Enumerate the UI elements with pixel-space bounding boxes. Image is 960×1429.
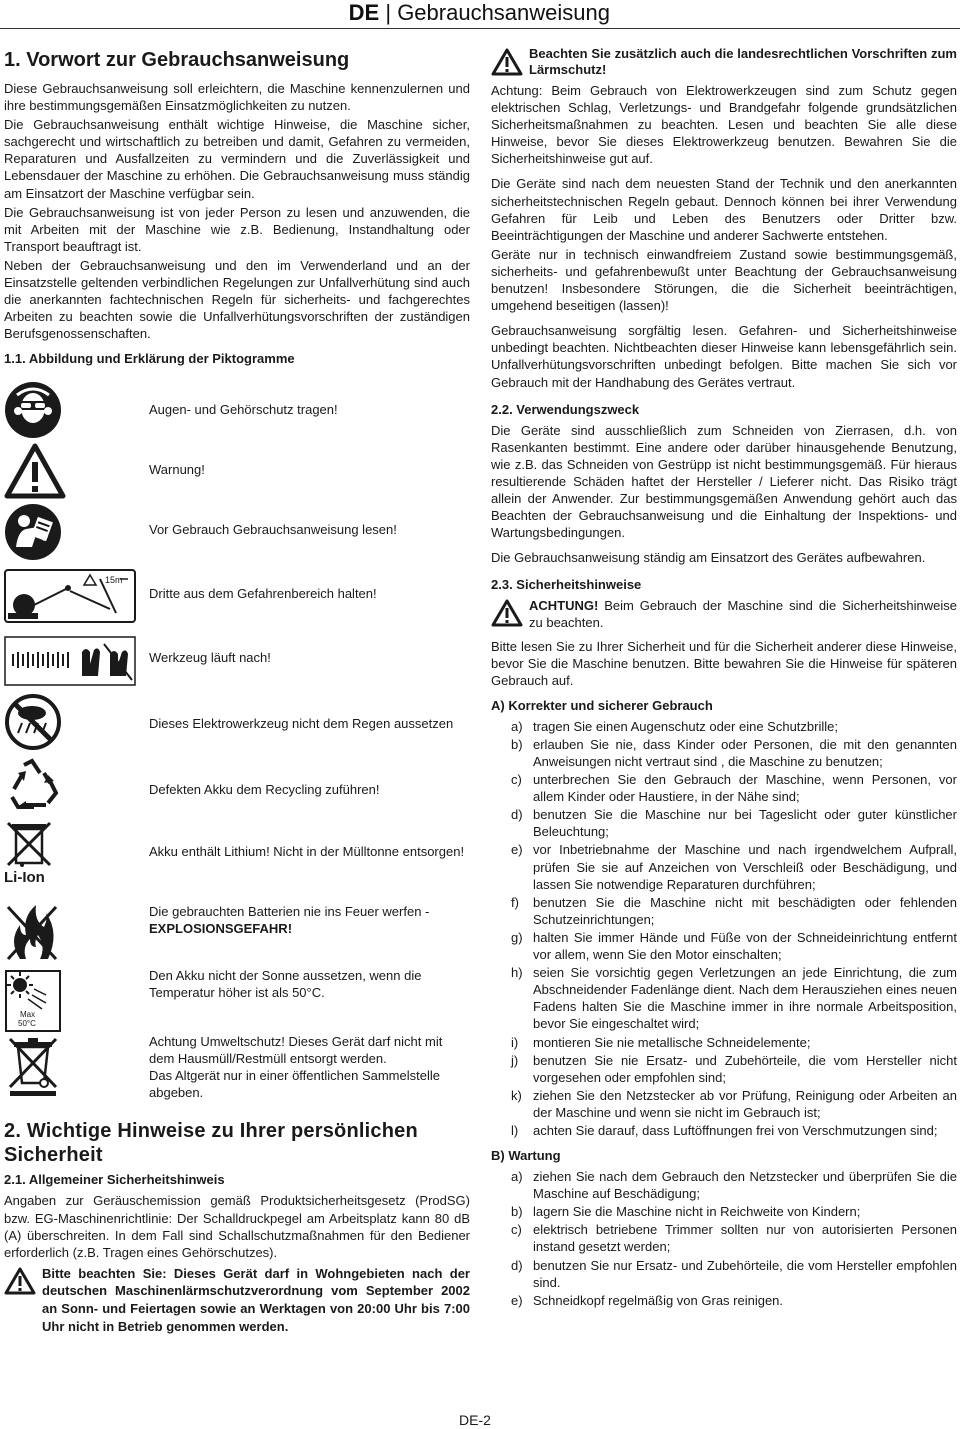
noise-regulation-warning xyxy=(491,46,957,78)
svg-text:15m: 15m xyxy=(105,575,123,586)
pictogram-label: Defekten Akku dem Recycling zuführen! xyxy=(149,782,380,798)
pictogram-label-line: Achtung Umweltschutz! Dieses Gerät darf nicht mit dem Hausmüll/Restmüll entsorgt werden. xyxy=(149,1034,443,1067)
warning-icon xyxy=(491,48,523,76)
list-item-text: benutzen Sie die Maschine nur bei Tageslicht oder guter künstlicher Beleuchtung; xyxy=(533,807,957,840)
list-item-marker: h) xyxy=(511,965,523,981)
paragraph: Bitte lesen Sie zu Ihrer Sicherheit und für die Sicherheit anderer diese Hinweise, bevor Sie die Maschine benutzen. Bitte bewahren Sie die Hinweise für späteren Gebrauch auf. xyxy=(491,638,957,688)
list-item xyxy=(491,964,957,1032)
right-column xyxy=(491,46,957,1315)
weee-crossed-bin-icon xyxy=(4,1033,62,1097)
left-column xyxy=(4,46,470,1335)
list-item-text: unterbrechen Sie den Gebrauch der Maschine, wenn Personen, vor allem Kinder oder Haustiere, in der Nähe sind; xyxy=(533,772,957,805)
paragraph: Die Geräte sind nach dem neuesten Stand der Technik und den anerkannten sicherheitstechnischen Regeln gebaut. Dennoch können bei ihrer Verwendung Gefahren für Leib und Leben des Benutzers oder Dritter bzw. Beeinträchtigungen der Maschine und anderer Sachwerte entstehen. xyxy=(491,176,957,243)
recycling-icon xyxy=(4,757,60,811)
list-item xyxy=(491,806,957,840)
header-doc-title: Gebrauchsanweisung xyxy=(397,0,610,25)
pictogram-label: Akku enthält Lithium! Nicht in der Mülltonne entsorgen! xyxy=(149,844,465,860)
list-item-marker: e) xyxy=(511,842,523,858)
li-ion-crossed-bin-icon xyxy=(4,819,58,886)
pictogram-label-line: Das Altgerät nur in einer öffentlichen Sammelstelle abgeben. xyxy=(149,1068,440,1101)
list-item-text: halten Sie immer Hände und Füße von der Schneideinrichtung entfernt vor allem, wenn Sie den Motor einschalten; xyxy=(533,929,957,963)
list-item-text: vor Inbetriebnahme der Maschine und nach irgendwelchem Aufprall, prüfen Sie sie auf Anzeichen von Verschleiß oder Beschädigung, und lassen Sie notwendige Reparaturen durchführen; xyxy=(533,842,957,892)
header-title xyxy=(349,0,610,26)
paragraph: Die Gebrauchsanweisung ist von jeder Person zu lesen und anzuwenden, die mit Arbeiten mit der Maschine wie z.B. Bedienung, Instandhaltung oder Transport beauftragt ist. xyxy=(4,204,470,254)
list-item-text: montieren Sie nie metallische Schneidelemente; xyxy=(533,1034,811,1050)
section-2-heading: 2. Wichtige Hinweise zu Ihrer persönlichen Sicherheit xyxy=(4,1120,418,1167)
header-lang: DE xyxy=(348,0,380,25)
list-item xyxy=(491,1292,957,1309)
list-item-marker: i) xyxy=(511,1034,519,1050)
max-label: Max xyxy=(20,1010,36,1020)
paragraph: Achtung: Beim Gebrauch von Elektrowerkzeugen sind zum Schutz gegen elektrischen Schlag, Verletzungs- und Brandgefahr folgende grundsätzlichen Sicherheitsmaßnahmen zu beachten. Lesen und beachten Sie alle diese Hinweise, bevor Sie dieses Elektrowerkzeug benutzen. Bewahren Sie die Sicherheitshinweise gut auf. xyxy=(491,83,957,167)
list-item-marker: e) xyxy=(511,1292,523,1308)
list-item-text: benutzen Sie nur Ersatz- und Zubehörteile, die vom Hersteller empfohlen sind. xyxy=(533,1257,957,1290)
list-item xyxy=(491,1168,957,1202)
list-item-marker: c) xyxy=(511,1222,522,1238)
list-item-text: achten Sie darauf, dass Luftöffnungen frei von Verschmutzungen sind; xyxy=(533,1122,938,1138)
noise-warning-block xyxy=(4,1265,470,1335)
list-item-marker: k) xyxy=(511,1087,522,1103)
section-2-2-heading: 2.2. Verwendungszweck xyxy=(491,401,640,417)
list-item-text: Schneidkopf regelmäßig von Gras reinigen. xyxy=(533,1292,784,1308)
list-item-marker: b) xyxy=(511,1204,523,1220)
list-item xyxy=(491,929,957,963)
max-temperature-label: 50°C xyxy=(18,1019,36,1029)
pictogram-label: Dritte aus dem Gefahrenbereich halten! xyxy=(149,586,377,602)
section-2-3-heading: 2.3. Sicherheitshinweise xyxy=(491,577,642,593)
list-item-text: ziehen Sie den Netzstecker ab vor Prüfung, Reinigung oder Arbeiten an der Maschine und wenn sie nicht im Gebrauch ist; xyxy=(533,1087,957,1120)
read-manual-icon xyxy=(4,503,62,561)
pictogram-label: Warnung! xyxy=(149,462,205,478)
paragraph: Die Gebrauchsanweisung enthält wichtige Hinweise, die Maschine sicher, sachgerecht und wirtschaftlich zu betreiben und damit, Gefahren zu vermeiden, Reparaturen und Ausfallzeiten zu vermindern und die Zuverlässigkeit und Lebensdauer der Maschine zu erhöhen. Die Gebrauchsanweisung muss ständig am Einsatzort der Maschine verfügbar sein. xyxy=(4,117,470,201)
no-fire-icon xyxy=(4,901,60,963)
pictogram-label-line: EXPLOSIONSGEFAHR! xyxy=(149,921,293,937)
achtung-body: Beim Gebrauch der Maschine sind die Sicherheitshinweise zu beachten. xyxy=(529,598,957,631)
list-item-marker: a) xyxy=(511,1169,523,1185)
list-item-marker: d) xyxy=(511,1257,523,1273)
achtung-block xyxy=(491,597,957,631)
safe-use-list xyxy=(491,718,957,1139)
list-item-text: seien Sie vorsichtig gegen Verletzungen an jede Einrichtung, die zum Abschneidender Fadenlänge dient. Nach dem Herausziehen eines neuen Fadens halten Sie die Maschine immer in ihre normale Arbeitsposition, bevor Sie eingeschaltet wird; xyxy=(533,965,957,1032)
list-item xyxy=(491,1052,957,1086)
keep-bystanders-away-icon xyxy=(4,569,136,623)
list-item-text: benutzen Sie die Maschine nicht mit beschädigten oder fehlenden Schutzeinrichtungen; xyxy=(533,894,957,927)
achtung-label: ACHTUNG! xyxy=(529,598,599,614)
page-number: DE-2 xyxy=(459,1412,491,1428)
pictogram-label xyxy=(149,903,469,937)
list-item-marker: j) xyxy=(511,1052,519,1068)
list-item-marker: g) xyxy=(511,929,523,945)
li-ion-label: Li-Ion xyxy=(4,869,45,887)
list-item-marker: d) xyxy=(511,807,523,823)
paragraph: Die Gebrauchsanweisung ständig am Einsatzort des Gerätes aufbewahren. xyxy=(491,550,926,566)
list-item xyxy=(491,1203,957,1220)
paragraph: Geräte nur in technisch einwandfreiem Zustand sowie bestimmungsgemäß, sicherheits- und gefahrenbewußt unter Beachtung der Gebrauchsanweisung benutzen! Insbesondere Störungen, die die Sicherheit beeinträchtigen, umgehend beseitigen (lassen)! xyxy=(491,246,957,314)
tool-runs-on-icon xyxy=(4,636,136,686)
page-header xyxy=(0,0,960,29)
list-item-marker: c) xyxy=(511,772,522,788)
pictogram-label-line: Die gebrauchten Batterien nie ins Feuer werfen - xyxy=(149,904,430,920)
paragraph: Angaben zur Geräuschemission gemäß Produktsicherheitsgesetz (ProdSG) bzw. EG-Maschinenrichtlinie: Der Schalldruckpegel am Arbeitsplatz kann 80 dB (A) überschreiten. In dem Fall sind Schallschutzmaßnahmen für den Bediener erforderlich (z.B. Tragen eines Gehörschutzes). xyxy=(4,1193,470,1260)
list-item-marker: l) xyxy=(511,1122,519,1138)
list-item xyxy=(491,718,957,735)
list-item xyxy=(491,841,957,892)
no-sun-max-temperature-icon xyxy=(4,969,62,1033)
list-a-heading: A) Korrekter und sicherer Gebrauch xyxy=(491,697,713,713)
warning-icon xyxy=(4,443,66,499)
no-rain-icon xyxy=(4,693,62,751)
pictogram-label: Vor Gebrauch Gebrauchsanweisung lesen! xyxy=(149,522,397,538)
paragraph: Diese Gebrauchsanweisung soll erleichtern, die Maschine kennenzulernen und ihre bestimmungsgemäßen Einsatzmöglichkeiten zu nutzen. xyxy=(4,81,470,114)
list-item-text: elektrisch betriebene Trimmer sollten nur von autorisierten Personen instand gesetzt werden; xyxy=(533,1222,957,1255)
list-item xyxy=(491,1257,957,1291)
section-1-heading: 1. Vorwort zur Gebrauchsanweisung xyxy=(4,49,350,71)
pictogram-label: Werkzeug läuft nach! xyxy=(149,650,271,666)
paragraph: Gebrauchsanweisung sorgfältig lesen. Gefahren- und Sicherheitshinweise unbedingt beachten. Nichtbeachten dieser Hinweise kann lebensgefährlich sein. Unfallverhütungsvorschriften unbedingt befolgen. Bitte machen Sie sich vor Gebrauch mit der Handhabung des Gerätes vertraut. xyxy=(491,323,957,390)
list-item xyxy=(491,894,957,928)
list-item-text: lagern Sie die Maschine nicht in Reichweite von Kindern; xyxy=(533,1204,861,1220)
list-item-marker: f) xyxy=(511,894,519,910)
eye-ear-protection-icon xyxy=(4,381,62,439)
list-item xyxy=(491,1122,957,1139)
list-item xyxy=(491,1221,957,1255)
list-item-marker: b) xyxy=(511,736,523,752)
list-item-text: tragen Sie einen Augenschutz oder eine Schutzbrille; xyxy=(533,718,838,734)
pictogram-list xyxy=(4,373,470,1113)
list-item xyxy=(491,1034,957,1051)
maintenance-list xyxy=(491,1168,957,1309)
list-item-text: erlauben Sie nie, dass Kinder oder Personen, die mit den genannten Anweisungen nicht vertraut sind , die Maschine zu benutzen; xyxy=(533,736,957,769)
header-separator: | xyxy=(385,0,392,25)
section-2-1-heading: 2.1. Allgemeiner Sicherheitshinweis xyxy=(4,1172,225,1188)
noise-regulation-text: Beachten Sie zusätzlich auch die landesrechtlichen Vorschriften zum Lärmschutz! xyxy=(529,46,957,77)
warning-icon xyxy=(4,1267,36,1295)
warning-icon xyxy=(491,599,523,627)
noise-warning-text: Bitte beachten Sie: Dieses Gerät darf in Wohngebieten nach der deutschen Maschinenlärmschutzverordnung vom September 2002 an Sonn- und Feiertagen sowie an Werktagen von 20:00 Uhr bis 7:00 Uhr nicht in Betrieb genommen werden. xyxy=(42,1265,470,1334)
list-item xyxy=(491,771,957,805)
list-item-text: benutzen Sie nie Ersatz- und Zubehörteile, die vom Hersteller nicht vorgesehen oder empfohlen sind; xyxy=(533,1052,957,1085)
achtung-text xyxy=(529,597,957,631)
pictogram-label xyxy=(149,1033,469,1101)
list-item-marker: a) xyxy=(511,718,523,734)
paragraph: Die Geräte sind ausschließlich zum Schneiden von Zierrasen, d.h. von Rasenkanten bestimmt. Eine andere oder darüber hinausgehende Benutzung, wie z.B. das Schneiden von Gestrüpp ist nicht bestimmungsgemäß. Für hieraus resultierende Schäden haftet der Hersteller / Lieferer nicht. Das Risiko trägt allein der Anwender. Zur bestimmungsgemäßen Anwendung gehört auch das Beachten der Gebrauchsanweisung und die Einhaltung der Inspektions- und Wartungsbedingungen. xyxy=(491,422,957,541)
list-item xyxy=(491,736,957,770)
list-item-text: ziehen Sie nach dem Gebrauch den Netzstecker und überprüfen Sie die Maschine auf Beschädigung; xyxy=(533,1169,957,1202)
pictogram-label: Dieses Elektrowerkzeug nicht dem Regen aussetzen xyxy=(149,716,454,732)
section-1-1-heading: 1.1. Abbildung und Erklärung der Piktogramme xyxy=(4,351,295,367)
list-item xyxy=(491,1087,957,1121)
pictogram-label: Den Akku nicht der Sonne aussetzen, wenn die Temperatur höher ist als 50°C. xyxy=(149,968,422,1001)
list-b-heading: B) Wartung xyxy=(491,1148,561,1164)
paragraph: Neben der Gebrauchsanweisung und den im Verwenderland und an der Einsatzstelle geltenden verbindlichen Regelungen zur Unfallverhütung sind auch die anerkannten fachtechnischen Regeln für sicherheits- und fachgerechtes Arbeiten zu beachten sowie die Unfallverhütungsvorschriften der zuständigen Berufsgenossenschaften. xyxy=(4,257,470,342)
pictogram-label: Augen- und Gehörschutz tragen! xyxy=(149,402,338,418)
